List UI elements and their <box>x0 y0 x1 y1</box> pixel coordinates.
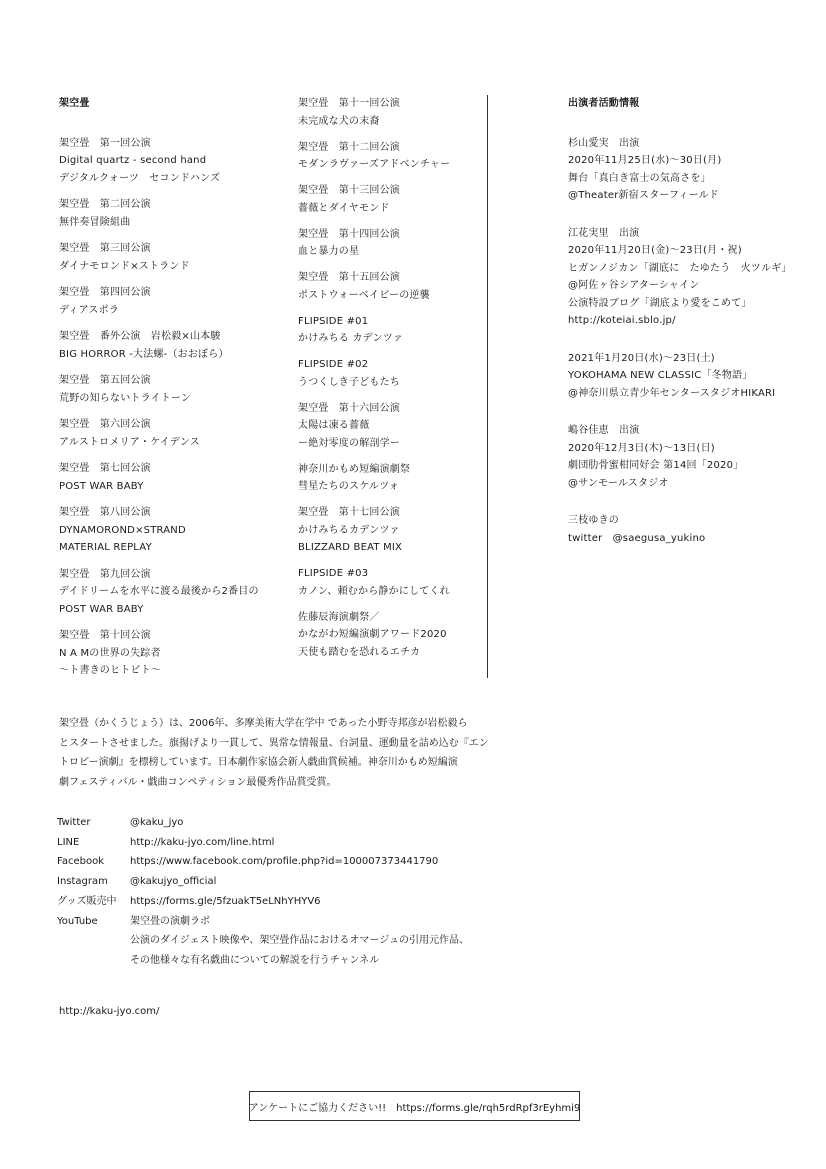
item-line: POST WAR BABY <box>59 480 144 492</box>
list-item <box>298 139 450 174</box>
item-line: @Theater新宿スターフィールド <box>568 190 720 201</box>
item-line: かけみちる カデンツァ <box>298 333 404 344</box>
company-description <box>59 714 489 792</box>
link-values <box>130 833 274 853</box>
item-line: DYNAMOROND×STRAND <box>59 524 186 536</box>
list-item <box>568 512 792 547</box>
item-title: 架空畳 第十七回公演 <box>298 507 400 518</box>
list-item <box>568 225 792 330</box>
list-item <box>59 504 259 557</box>
link-value[interactable]: http://kaku-jyo.com/line.html <box>130 836 275 848</box>
list-item <box>298 461 450 496</box>
list-item <box>59 460 259 495</box>
link-label: Facebook <box>57 856 104 868</box>
link-row <box>57 872 469 892</box>
item-line: 太陽は凍る薔薇 <box>298 420 370 431</box>
item-line: モダンラヴァーズアドベンチャー <box>298 159 451 170</box>
list-item <box>59 566 259 619</box>
link-label: LINE <box>57 836 80 848</box>
item-title: 架空畳 第一回公演 <box>59 137 151 149</box>
link-values <box>130 912 469 971</box>
item-line: かながわ短編演劇アワード2020 <box>298 629 447 640</box>
item-title: 架空畳 第十四回公演 <box>298 228 400 240</box>
link-row <box>57 892 469 912</box>
link-values <box>130 872 216 892</box>
item-title: 架空畳 第十回公演 <box>59 630 151 641</box>
link-row <box>57 912 469 971</box>
item-line: 〜ト書きのヒトビト〜 <box>59 665 161 676</box>
item-line: 2020年11月20日(金)〜23日(月・祝) <box>568 245 742 256</box>
section-heading: 出演者活動情報 <box>568 98 640 109</box>
item-title: 神奈川かもめ短編演劇祭 <box>298 463 411 475</box>
item-line: かけみちるカデンツァ <box>298 524 400 536</box>
item-line: Digital quartz - second hand <box>59 155 207 166</box>
list-item <box>298 504 450 557</box>
item-line: ディアスポラ <box>59 304 119 316</box>
list-item <box>59 135 259 188</box>
list-item <box>568 422 792 492</box>
item-line: デジタルクォーツ セコンドハンズ <box>59 172 221 184</box>
list-item <box>298 400 450 453</box>
list-item <box>59 284 259 319</box>
item-line: 無伴奏冒険組曲 <box>59 216 131 228</box>
description-line: 劇フェスティバル・戯曲コンペティション最優秀作品賞受賞。 <box>59 776 337 788</box>
item-title: 架空畳 番外公演 岩松毅×山本駿 <box>59 331 221 342</box>
item-line: 荒野の知らないトライトーン <box>59 392 192 404</box>
link-value[interactable]: 架空畳の演劇ラボ <box>130 915 210 927</box>
list-item <box>298 565 450 600</box>
item-title: 架空畳 第七回公演 <box>59 463 151 474</box>
item-line: BLIZZARD BEAT MIX <box>298 542 403 553</box>
item-title: FLIPSIDE #02 <box>298 359 369 370</box>
list-item <box>59 627 259 680</box>
item-title: 架空畳 第八回公演 <box>59 507 151 518</box>
list-item <box>298 313 450 348</box>
link-label: Instagram <box>57 876 108 888</box>
list-item <box>298 226 450 261</box>
item-title: FLIPSIDE #01 <box>298 315 369 327</box>
item-title: 2021年1月20日(水)〜23日(土) <box>568 352 715 364</box>
item-title: 架空畳 第三回公演 <box>59 243 151 254</box>
description-line: トロピー演劇』を標榜しています。日本劇作家協会新人戯曲賞候補。神奈川かもめ短編演 <box>59 757 458 768</box>
item-line: 舞台「真白き富士の気高さを」 <box>568 172 711 184</box>
list-item <box>568 350 792 403</box>
item-title: FLIPSIDE #03 <box>298 568 369 579</box>
link-row <box>57 813 469 833</box>
item-title: 架空畳 第二回公演 <box>59 199 151 210</box>
item-line: YOKOHAMA NEW CLASSIC「冬物語」 <box>568 370 753 381</box>
list-item <box>298 269 450 304</box>
list-item <box>568 135 792 205</box>
link-value[interactable]: https://forms.gle/5fzuakT5eLNhYHYV6 <box>130 895 321 907</box>
link-row <box>57 833 469 853</box>
item-title: 架空畳 第十五回公演 <box>298 272 400 283</box>
link-value[interactable]: @kaku_jyo <box>130 817 184 828</box>
item-line: デイドリームを水平に渡る最後から2番目の <box>59 586 259 597</box>
item-line: うつくしき子どもたち <box>298 376 400 388</box>
contact-links <box>57 813 469 971</box>
item-line: POST WAR BABY <box>59 603 144 615</box>
item-line: 2020年12月3日(木)〜13日(日) <box>568 442 715 454</box>
link-row <box>57 852 469 872</box>
list-item <box>298 609 450 662</box>
item-title: 架空畳 第十六回公演 <box>298 402 400 414</box>
performance-history-column-1 <box>59 95 259 680</box>
item-line: カノン、頼むから静かにしてくれ <box>298 585 450 597</box>
item-title: 江花実里 出演 <box>568 227 640 239</box>
link-label: YouTube <box>57 915 98 927</box>
list-item <box>298 356 450 391</box>
item-line: 血と暴力の星 <box>298 246 360 257</box>
list-item <box>59 328 259 363</box>
survey-box[interactable]: アンケートにご協力ください!! https://forms.gle/rqh5rdRpf3rEyhmi9 <box>249 1091 580 1121</box>
link-value[interactable]: @kakujyo_official <box>130 876 217 888</box>
section-heading: 架空畳 <box>59 98 90 109</box>
item-line: MATERIAL REPLAY <box>59 542 152 553</box>
cast-activity-column <box>568 95 792 547</box>
item-line: ー絶対零度の解剖学ー <box>298 437 400 449</box>
list-item <box>59 416 259 451</box>
list-item <box>59 196 259 231</box>
item-title: 架空畳 第九回公演 <box>59 568 151 580</box>
item-title: 佐藤辰海演劇祭／ <box>298 611 380 623</box>
item-line: 彗星たちのスケルツォ <box>298 481 400 492</box>
item-line: BIG HORROR -大法螺-（おおぼら） <box>59 348 229 360</box>
item-line: アルストロメリア・ケイデンス <box>59 436 200 448</box>
link-value[interactable]: その他様々な有名戯曲についての解説を行うチャンネル <box>130 954 380 966</box>
list-item <box>59 240 259 275</box>
item-title: 嶋谷佳恵 出演 <box>568 425 640 436</box>
item-title: 架空畳 第十二回公演 <box>298 141 400 153</box>
item-line: @サンモールスタジオ <box>568 477 669 489</box>
link-values <box>130 852 438 872</box>
description-line: とスタートさせました。旗揚げより一貫して、異常な情報量、台詞量、運動量を詰め込む『エン <box>59 737 489 749</box>
item-line: ヒガンノジカン「湖底に たゆたう 火ツルギ」 <box>568 262 792 274</box>
item-line: @神奈川県立青少年センタースタジオHIKARI <box>568 387 776 399</box>
website-url[interactable]: http://kaku-jyo.com/ <box>59 1006 160 1017</box>
link-value[interactable]: https://www.facebook.com/profile.php?id=100007373441790 <box>130 856 439 868</box>
link-values <box>130 813 183 833</box>
item-line: 天使も踏むを恐れるエチカ <box>298 646 421 658</box>
item-line: 未完成な犬の末裔 <box>298 115 380 127</box>
item-line: ポストウォーベイビーの逆襲 <box>298 289 430 301</box>
item-line: 薔薇とダイヤモンド <box>298 202 390 214</box>
list-item <box>298 182 450 217</box>
item-line: 2020年11月25日(水)〜30日(月) <box>568 155 722 166</box>
item-line: 劇団肋骨蜜柑同好会 第14回「2020」 <box>568 460 744 471</box>
item-title: 三枝ゆきの <box>568 515 619 526</box>
list-item <box>298 95 450 130</box>
item-line: @阿佐ヶ谷シアターシャイン <box>568 280 700 291</box>
list-item <box>59 372 259 407</box>
link-label: Twitter <box>57 817 91 828</box>
link-value[interactable]: 公演のダイジェスト映像や、架空畳作品におけるオマージュの引用元作品、 <box>130 935 469 947</box>
item-title: 架空畳 第五回公演 <box>59 375 151 386</box>
item-line: ダイナモロンド×ストランド <box>59 260 190 272</box>
item-title: 架空畳 第四回公演 <box>59 287 151 298</box>
link-label: グッズ販売中 <box>57 895 117 907</box>
item-list <box>59 135 259 680</box>
description-line: 架空畳（かくうじょう）は、2006年、多摩美術大学在学中 であった小野寺邦彦が岩松毅ら <box>59 718 468 729</box>
item-line: 公演特設ブログ「湖底より愛をこめて」 <box>568 297 752 309</box>
item-line: http://koteiai.sblo.jp/ <box>568 315 676 326</box>
performance-history-column-2 <box>298 95 450 661</box>
item-title: 杉山愛実 出演 <box>568 137 640 149</box>
item-title: 架空畳 第六回公演 <box>59 419 151 430</box>
item-list <box>298 95 450 661</box>
item-title: 架空畳 第十一回公演 <box>298 98 400 109</box>
item-line: twitter @saegusa_yukino <box>568 532 706 544</box>
link-values <box>130 892 321 912</box>
item-list <box>568 135 792 548</box>
item-title: 架空畳 第十三回公演 <box>298 185 400 196</box>
item-line: N A Mの世界の失踪者 <box>59 647 161 659</box>
column-divider <box>487 95 488 678</box>
